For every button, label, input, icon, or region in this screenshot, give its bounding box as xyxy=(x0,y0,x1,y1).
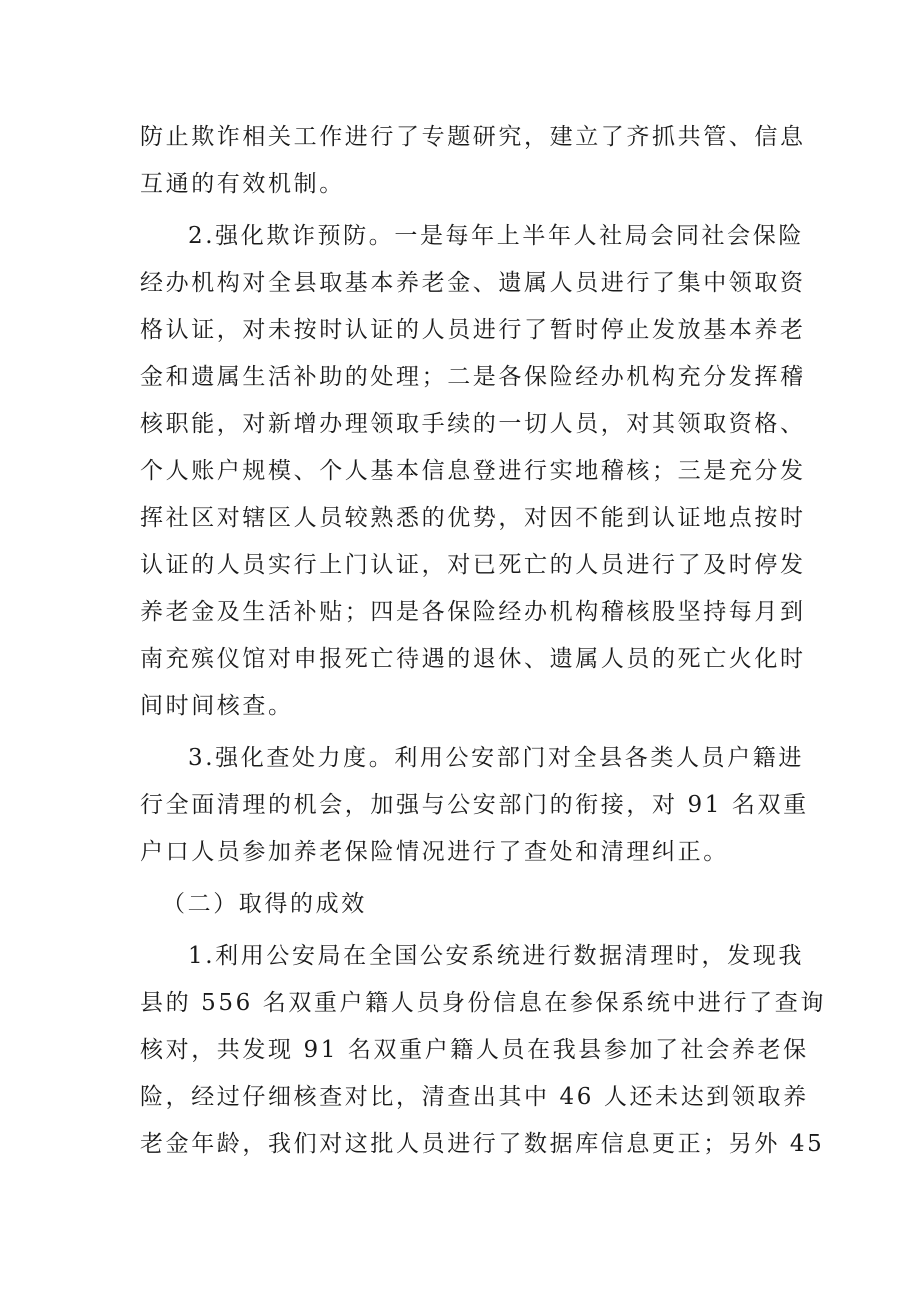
text-line: 户口人员参加养老保险情况进行了查处和清理纠正。 xyxy=(140,839,729,865)
text-line: 经办机构对全县取基本养老金、遗属人员进行了集中领取资 xyxy=(140,270,806,296)
paragraph-heading: 3.强化查处力度。利用公安部门对全县各类人员户籍进 xyxy=(188,745,804,771)
text-line: 格认证，对未按时认证的人员进行了暂时停止发放基本养老 xyxy=(140,317,806,343)
text-line: 南充殡仪馆对申报死亡待遇的退休、遗属人员的死亡火化时 xyxy=(140,646,806,672)
text-line: 核职能，对新增办理领取手续的一切人员，对其领取资格、 xyxy=(140,411,806,437)
text-line: 险，经过仔细核查对比，清查出其中 46 人还未达到领取养 xyxy=(140,1084,809,1110)
paragraph-heading: 1.利用公安局在全国公安系统进行数据清理时，发现我 xyxy=(188,943,804,969)
text-line: 挥社区对辖区人员较熟悉的优势，对因不能到认证地点按时 xyxy=(140,505,806,531)
text-line: 老金年龄，我们对这批人员进行了数据库信息更正；另外 45 xyxy=(140,1131,825,1157)
text-line: 个人账户规模、个人基本信息登进行实地稽核；三是充分发 xyxy=(140,458,806,484)
paragraph-heading: 2.强化欺诈预防。一是每年上半年人社局会同社会保险 xyxy=(188,223,804,249)
text-line: 防止欺诈相关工作进行了专题研究，建立了齐抓共管、信息 xyxy=(140,124,806,150)
text-line: 互通的有效机制。 xyxy=(140,171,345,197)
text-line: 间时间核查。 xyxy=(140,693,294,719)
text-line: 核对，共发现 91 名双重户籍人员在我县参加了社会养老保 xyxy=(140,1037,809,1063)
text-line: 县的 556 名双重户籍人员身份信息在参保系统中进行了查询 xyxy=(140,990,826,1016)
text-line: 认证的人员实行上门认证，对已死亡的人员进行了及时停发 xyxy=(140,552,806,578)
text-line: 行全面清理的机会，加强与公安部门的衔接，对 91 名双重 xyxy=(140,792,809,818)
section-heading: （二）取得的成效 xyxy=(162,891,367,917)
text-line: 养老金及生活补贴；四是各保险经办机构稽核股坚持每月到 xyxy=(140,599,806,625)
text-line: 金和遗属生活补助的处理；二是各保险经办机构充分发挥稽 xyxy=(140,364,806,390)
